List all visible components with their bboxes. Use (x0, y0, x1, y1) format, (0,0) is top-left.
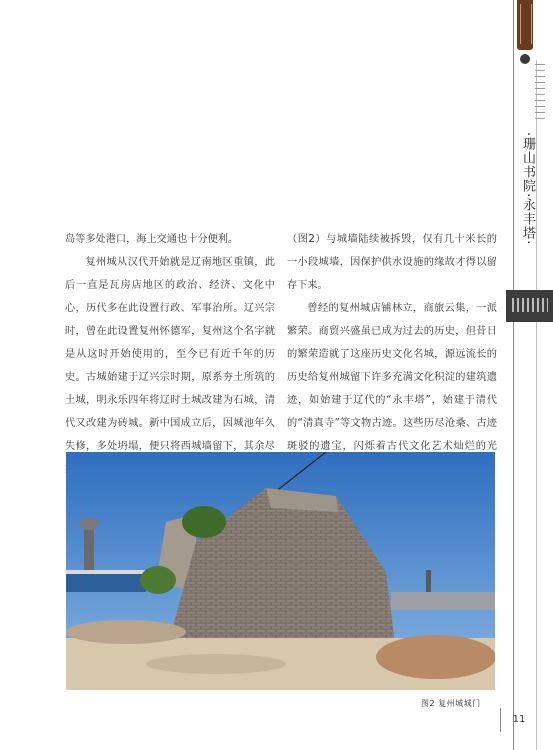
paragraph: 复州城从汉代开始就是辽南地区重镇，此后一直是瓦房店地区的政治、经济、文化中心，历代多在此设置行政、军事治所。辽兴宗时，曾在此设置复州怀德军，复州这个名字就是从这时开始使用的，至今已有近千年的历史。古城始建于辽兴宗时期，原系夯土所筑的土城，明永乐四年将辽时土城改建为石城，清代又改建为砖城。新中国成立后，因城池年久失修，多处坍塌，便只将西城墙留下，其余尽 (65, 257, 275, 452)
figure-caption: 图2 复州城城门 (421, 699, 481, 708)
paragraph: 岛等多处港口，海上交通也十分便利。 (65, 234, 239, 245)
tick-marks (535, 64, 545, 124)
side-rule (513, 0, 514, 750)
page-number: 11 (500, 708, 537, 732)
paragraph: （图2）与城墙陆续被拆毁，仅有几十米长的一小段城墙，因保护供水设施的缘故才得以留存下来。 (287, 234, 497, 291)
gate-photo-illustration (66, 452, 495, 690)
paragraph: 曾经的复州城店铺林立，商旅云集，一派繁荣。商贸兴盛虽已成为过去的历史，但昔日的繁荣造就了这座历史文化名城，源远流长的历史给复州城留下许多充满文化积淀的建筑遗迹，如始建于辽代的“永丰塔”，始建于清代的“清真寺”等文物古迹。这些历尽沧桑、古迹斑驳的遗宝，闪烁着古代文化艺术灿烂的光 (287, 303, 497, 452)
side-thumbnail-icon (506, 290, 553, 322)
text-column-right (287, 228, 497, 481)
scroll-ornament-icon (517, 0, 533, 50)
bead-icon (520, 54, 530, 64)
figure-photo (66, 452, 495, 690)
section-title: ·珊山书院·永丰塔· (520, 132, 535, 246)
